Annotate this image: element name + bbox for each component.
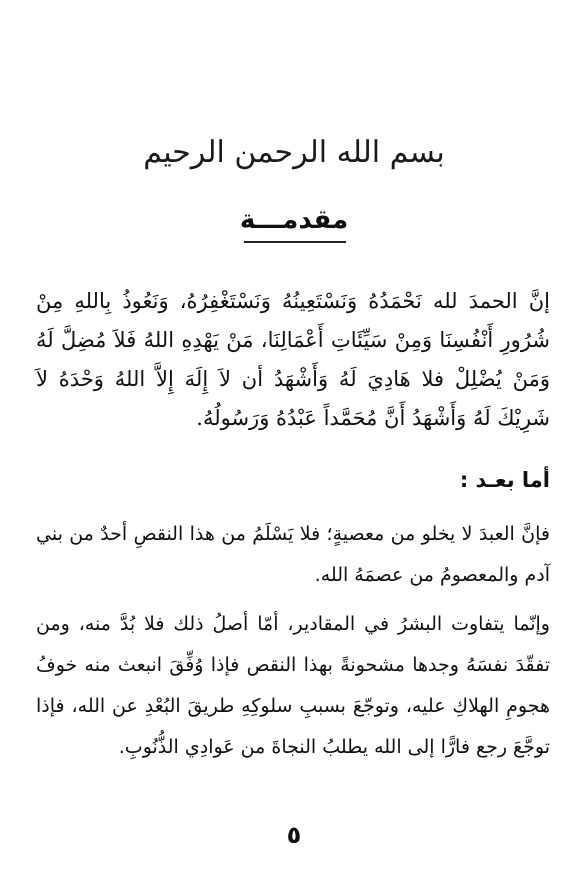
section-subheading: أما بعـد : — [459, 468, 550, 492]
page-number: ٥ — [286, 821, 302, 849]
title-underline — [244, 241, 346, 243]
intro-paragraph: إنَّ الحمدَ لله نَحْمَدُهُ وَنَسْتَعِينُهُ وَنَسْتَغْفِرُهُ، وَنَعُوذُ بِاللهِ مِنْ شُرُورِ أَنْفُسِنَا وَمِنْ سَيِّئَاتِ أَعْمَالِنَا، مَنْ يَهْدِهِ اللهُ فَلاَ مُضِلَّ لَهُ وَمَنْ يُضْلِلْ فلا هَادِيَ لَهُ وَأَشْهَدُ أن لاَ إِلَهَ إِلاَّ اللهُ وَحْدَهُ لاَ شَرِيْكَ لَهُ وَأَشْهَدُ أَنَّ مُحَمَّداً عَبْدُهُ وَرَسُولُهُ. — [36, 289, 550, 430]
paragraph-3: وإنّما يتفاوت البشرُ في المقادير، أمّا أصلُ ذلك فلا بُدَّ منه، ومن تفقّدَ نفسَهُ وجدها مشحونةً بهذا النقص فإذا وُفِّقَ انبعث منه خوفُ هجومِ الهلاكِ عليه، وتوجّعَ بسببِ سلوكِهِ طريقَ البُعْدِ عن الله، فإذا توجَّعَ رجع فارًّا إلى الله يطلبُ النجاةَ من عَوادِي الذُّنُوبِ. — [36, 613, 550, 758]
paragraph-2: فإنَّ العبدَ لا يخلو من معصيةٍ؛ فلا يَسْلَمُ من هذا النقصِ أحدٌ من بني آدم والمعصومُ من عصمَهُ الله. — [36, 523, 550, 586]
basmala-heading: بسم الله الرحمن الرحيم — [143, 135, 445, 170]
page-title: مقدمـــة — [239, 205, 349, 235]
